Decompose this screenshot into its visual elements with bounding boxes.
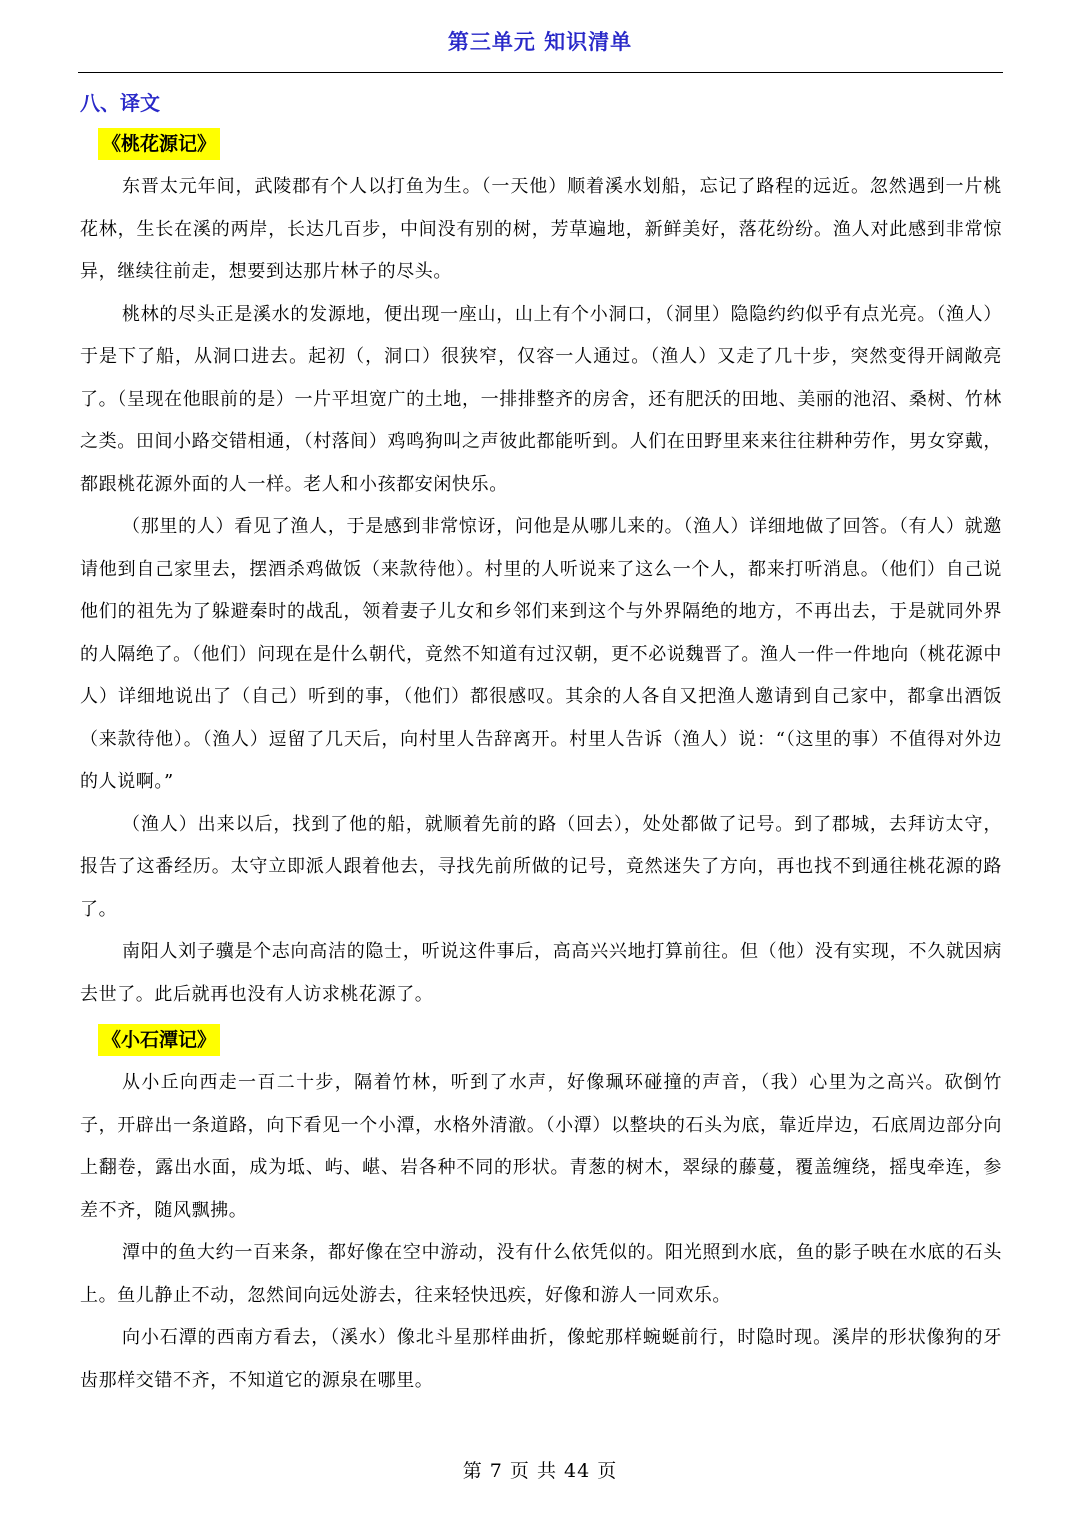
- section-title: 八、译文: [80, 91, 160, 115]
- paragraph: 潭中的鱼大约一百来条，都好像在空中游动，没有什么依凭似的。阳光照到水底，鱼的影子映在水底的石头上。鱼儿静止不动，忽然间向远处游去，往来轻快迅疾，好像和游人一同欢乐。: [80, 1242, 1002, 1306]
- paragraph: （那里的人）看见了渔人，于是感到非常惊讶，问他是从哪儿来的。（渔人）详细地做了回答。（有人）就邀请他到自己家里去，摆酒杀鸡做饭（来款待他）。村里的人听说来了这么一个人，都来打听消息。（他们）自己说他们的祖先为了躲避秦时的战乱，领着妻子儿女和乡邻们来到这个与外界隔绝的地方，不再出去，于是就同外界的人隔绝了。（他们）问现在是什么朝代，竟然不知道有过汉朝，更不必说魏晋了。渔人一件一件地向（桃花源中人）详细地说出了（自己）听到的事，（他们）都很感叹。其余的人各自又把渔人邀请到自己家中，都拿出酒饭（来款待他）。（渔人）逗留了几天后，向村里人告辞离开。村里人告诉（渔人）说：“（这里的事）不值得对外边的人说啊。”: [80, 516, 1002, 792]
- paragraph: 从小丘向西走一百二十步，隔着竹林，听到了水声，好像珮环碰撞的声音，（我）心里为之高兴。砍倒竹子，开辟出一条道路，向下看见一个小潭，水格外清澈。（小潭）以整块的石头为底，靠近岸边，石底周边部分向上翻卷，露出水面，成为坻、屿、嵁、岩各种不同的形状。青葱的树木，翠绿的藤蔓，覆盖缠绕，摇曳牵连，参差不齐，随风飘拂。: [80, 1072, 1002, 1221]
- paragraph: 东晋太元年间，武陵郡有个人以打鱼为生。（一天他）顺着溪水划船，忘记了路程的远近。忽然遇到一片桃花林，生长在溪的两岸，长达几百步，中间没有别的树，芳草遍地，新鲜美好，落花纷纷。渔人对此感到非常惊异，继续往前走，想要到达那片林子的尽头。: [80, 176, 1002, 282]
- work-xiaoshitanji: [80, 1016, 1002, 1402]
- page-header-title: 第三单元 知识清单: [447, 30, 633, 54]
- paragraph: 桃林的尽头正是溪水的发源地，便出现一座山，山上有个小洞口，（洞里）隐隐约约似乎有点光亮。（渔人）于是下了船，从洞口进去。起初（，洞口）很狭窄，仅容一人通过。（渔人）又走了几十步，突然变得开阔敞亮了。（呈现在他眼前的是）一片平坦宽广的土地，一排排整齐的房舍，还有肥沃的田地、美丽的池沼、桑树、竹林之类。田间小路交错相通，（村落间）鸡鸣狗叫之声彼此都能听到。人们在田野里来来往往耕种劳作，男女穿戴，都跟桃花源外面的人一样。老人和小孩都安闲快乐。: [80, 303, 1002, 495]
- paragraph: 南阳人刘子骥是个志向高洁的隐士，听说这件事后，高高兴兴地打算前往。但（他）没有实现，不久就因病去世了。此后就再也没有人访求桃花源了。: [80, 941, 1002, 1005]
- work-title: 《桃花源记》: [98, 128, 220, 160]
- work-taohuayuanji: [80, 120, 1002, 1016]
- header-divider: [78, 72, 1003, 73]
- paragraph: （渔人）出来以后，找到了他的船，就顺着先前的路（回去），处处都做了记号。到了郡城，去拜访太守，报告了这番经历。太守立即派人跟着他去，寻找先前所做的记号，竟然迷失了方向，再也找不到通往桃花源的路了。: [80, 813, 1002, 920]
- page-number-footer: 第 7 页 共 44 页: [462, 1460, 618, 1482]
- document-body: [80, 80, 1002, 1402]
- paragraph: 向小石潭的西南方看去，（溪水）像北斗星那样曲折，像蛇那样蜿蜒前行，时隐时现。溪岸的形状像狗的牙齿那样交错不齐，不知道它的源泉在哪里。: [80, 1327, 1002, 1391]
- work-title: 《小石潭记》: [98, 1024, 220, 1056]
